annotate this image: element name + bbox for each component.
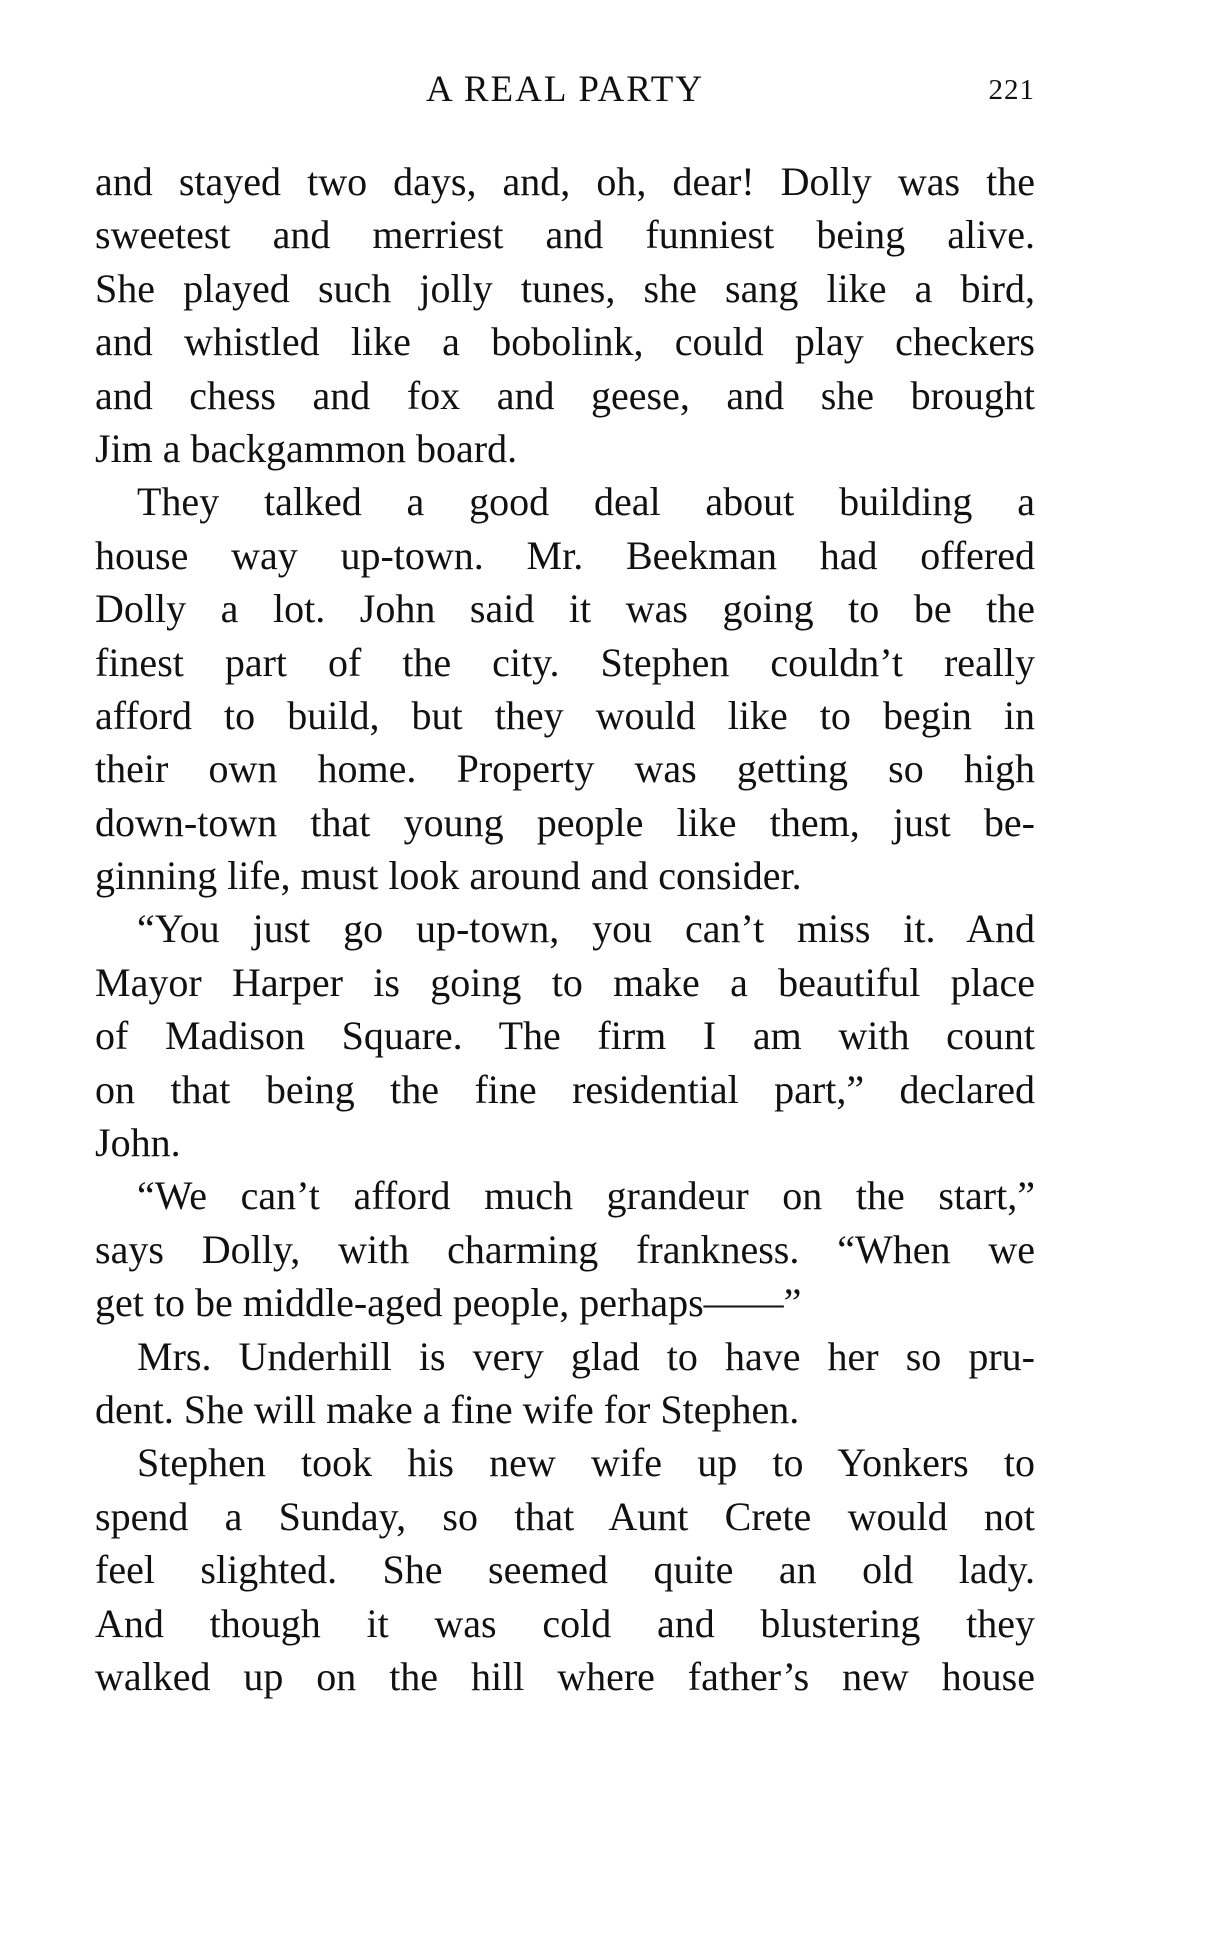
text-line: John. [95,1120,181,1166]
text-line: ginning life, must look around and consider. [95,853,802,899]
text-line: dent. She will make a fine wife for Stephen. [95,1386,800,1432]
text-line: of Madison Square. The firm I am with count [95,1013,1035,1059]
text-line: “You just go up-town, you can’t miss it. And [137,906,1035,952]
text-line: spend a Sunday, so that Aunt Crete would not [95,1493,1035,1539]
text-line: And though it was cold and blustering they [95,1600,1035,1646]
text-line: and whistled like a bobolink, could play checkers [95,319,1035,365]
text-line: finest part of the city. Stephen couldn’t really [95,639,1035,685]
text-line: She played such jolly tunes, she sang like a bird, [95,265,1035,311]
text-line: down-town that young people like them, just be- [95,799,1035,845]
text-line: and stayed two days, and, oh, dear! Dolly was the [95,159,1035,204]
text-line: get to be middle-aged people, perhaps——” [95,1280,802,1326]
text-line: “We can’t afford much grandeur on the start,” [137,1173,1035,1219]
text-line: They talked a good deal about building a [137,479,1035,525]
text-line: and chess and fox and geese, and she brought [95,372,1035,418]
running-head [95,68,1035,112]
text-line: sweetest and merriest and funniest being alive. [95,212,1035,258]
text-line: Dolly a lot. John said it was going to be the [95,586,1035,632]
page-number: 221 [988,74,1035,106]
running-title: A REAL PARTY [425,69,705,110]
text-line: Mrs. Underhill is very glad to have her so pru- [137,1333,1035,1379]
text-line: says Dolly, with charming frankness. “When we [95,1226,1035,1272]
text-line: afford to build, but they would like to begin in [95,692,1035,738]
text-line: Mayor Harper is going to make a beautiful place [95,959,1035,1005]
text-line: feel slighted. She seemed quite an old lady. [95,1547,1035,1593]
text-line: their own home. Property was getting so high [95,746,1035,792]
body-text [95,155,1035,1703]
text-line: on that being the fine residential part,” declared [95,1066,1035,1112]
text-line: Stephen took his new wife up to Yonkers to [137,1440,1035,1486]
text-line: house way up-town. Mr. Beekman had offered [95,532,1035,578]
text-line: Jim a backgammon board. [95,425,518,471]
text-line: walked up on the hill where father’s new house [95,1653,1035,1699]
